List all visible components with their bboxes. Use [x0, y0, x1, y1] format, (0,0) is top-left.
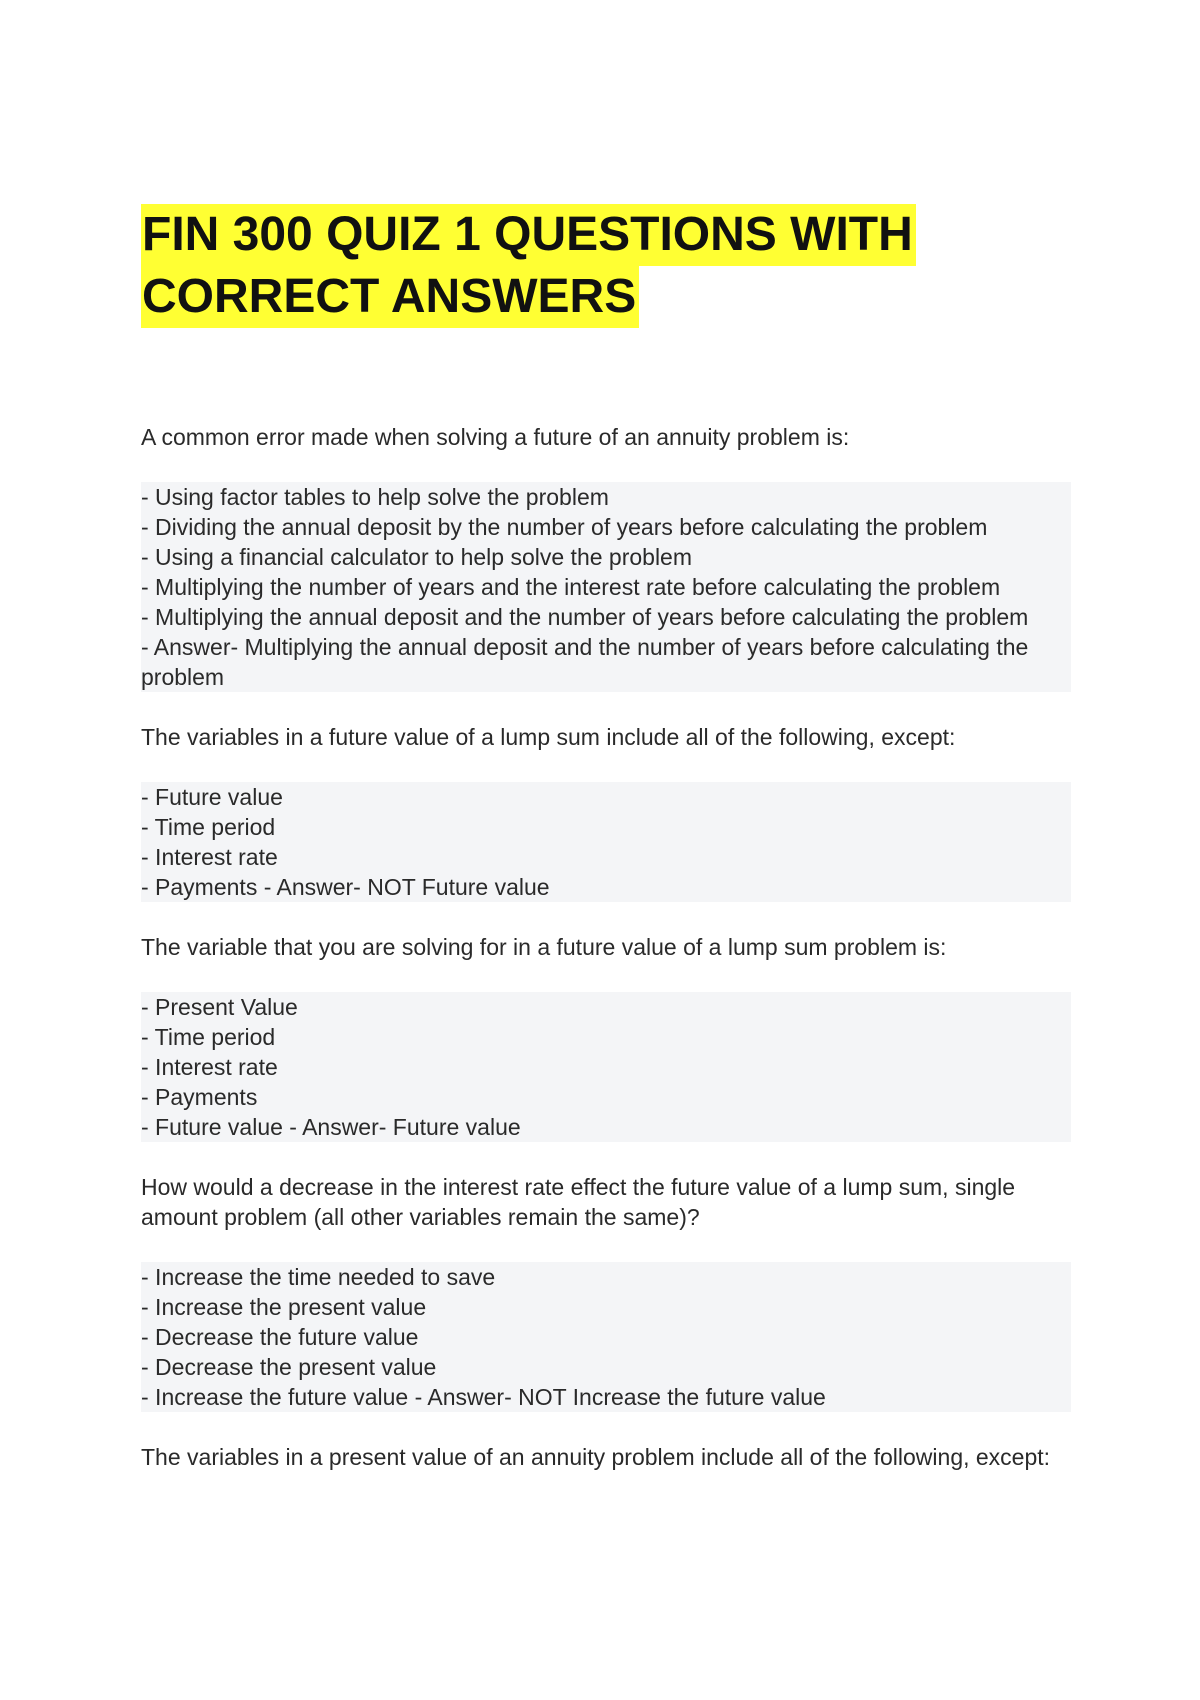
answer-option: - Decrease the present value — [141, 1352, 1071, 1382]
question-prompt: How would a decrease in the interest rate effect the future value of a lump sum, single amount problem (all other variables remain the same)? — [141, 1174, 1016, 1230]
question-prompt: The variables in a present value of an annuity problem include all of the following, except: — [141, 1444, 1051, 1470]
answer-option: - Payments — [141, 1082, 1071, 1112]
question-block — [141, 1442, 1071, 1472]
title-line: FIN 300 QUIZ 1 QUESTIONS WITH — [141, 204, 916, 266]
answer-options — [141, 482, 1071, 692]
answer-options — [141, 1262, 1071, 1412]
answer-options — [141, 782, 1071, 902]
document-page — [141, 204, 1071, 1502]
answer-option: - Increase the present value — [141, 1292, 1071, 1322]
answer-options — [141, 992, 1071, 1142]
answer-option: - Increase the time needed to save — [141, 1262, 1071, 1292]
answer-option: - Dividing the annual deposit by the number of years before calculating the problem — [141, 512, 1071, 542]
question-block — [141, 722, 1071, 902]
answer-option: - Interest rate — [141, 842, 1071, 872]
answer-option: - Payments - Answer- NOT Future value — [141, 872, 1071, 902]
answer-option: - Multiplying the number of years and the interest rate before calculating the problem — [141, 572, 1071, 602]
answer-option: - Future value — [141, 782, 1071, 812]
question-prompt: A common error made when solving a future of an annuity problem is: — [141, 424, 850, 450]
answer-option: - Interest rate — [141, 1052, 1071, 1082]
question-block — [141, 1172, 1071, 1412]
answer-option: - Time period — [141, 812, 1071, 842]
answer-option: - Using a financial calculator to help solve the problem — [141, 542, 1071, 572]
question-block — [141, 422, 1071, 692]
title-line: CORRECT ANSWERS — [141, 266, 639, 328]
document-title — [141, 204, 1071, 328]
answer-option: - Multiplying the annual deposit and the number of years before calculating the problem — [141, 602, 1071, 632]
answer-option: - Increase the future value - Answer- NOT Increase the future value — [141, 1382, 1071, 1412]
question-prompt: The variable that you are solving for in a future value of a lump sum problem is: — [141, 934, 947, 960]
answer-option: - Time period — [141, 1022, 1071, 1052]
answer-option: - Present Value — [141, 992, 1071, 1022]
answer-option: - Answer- Multiplying the annual deposit and the number of years before calculating the problem — [141, 632, 1071, 692]
answer-option: - Decrease the future value — [141, 1322, 1071, 1352]
answer-option: - Using factor tables to help solve the problem — [141, 482, 1071, 512]
answer-option: - Future value - Answer- Future value — [141, 1112, 1071, 1142]
question-block — [141, 932, 1071, 1142]
question-prompt: The variables in a future value of a lump sum include all of the following, except: — [141, 724, 956, 750]
